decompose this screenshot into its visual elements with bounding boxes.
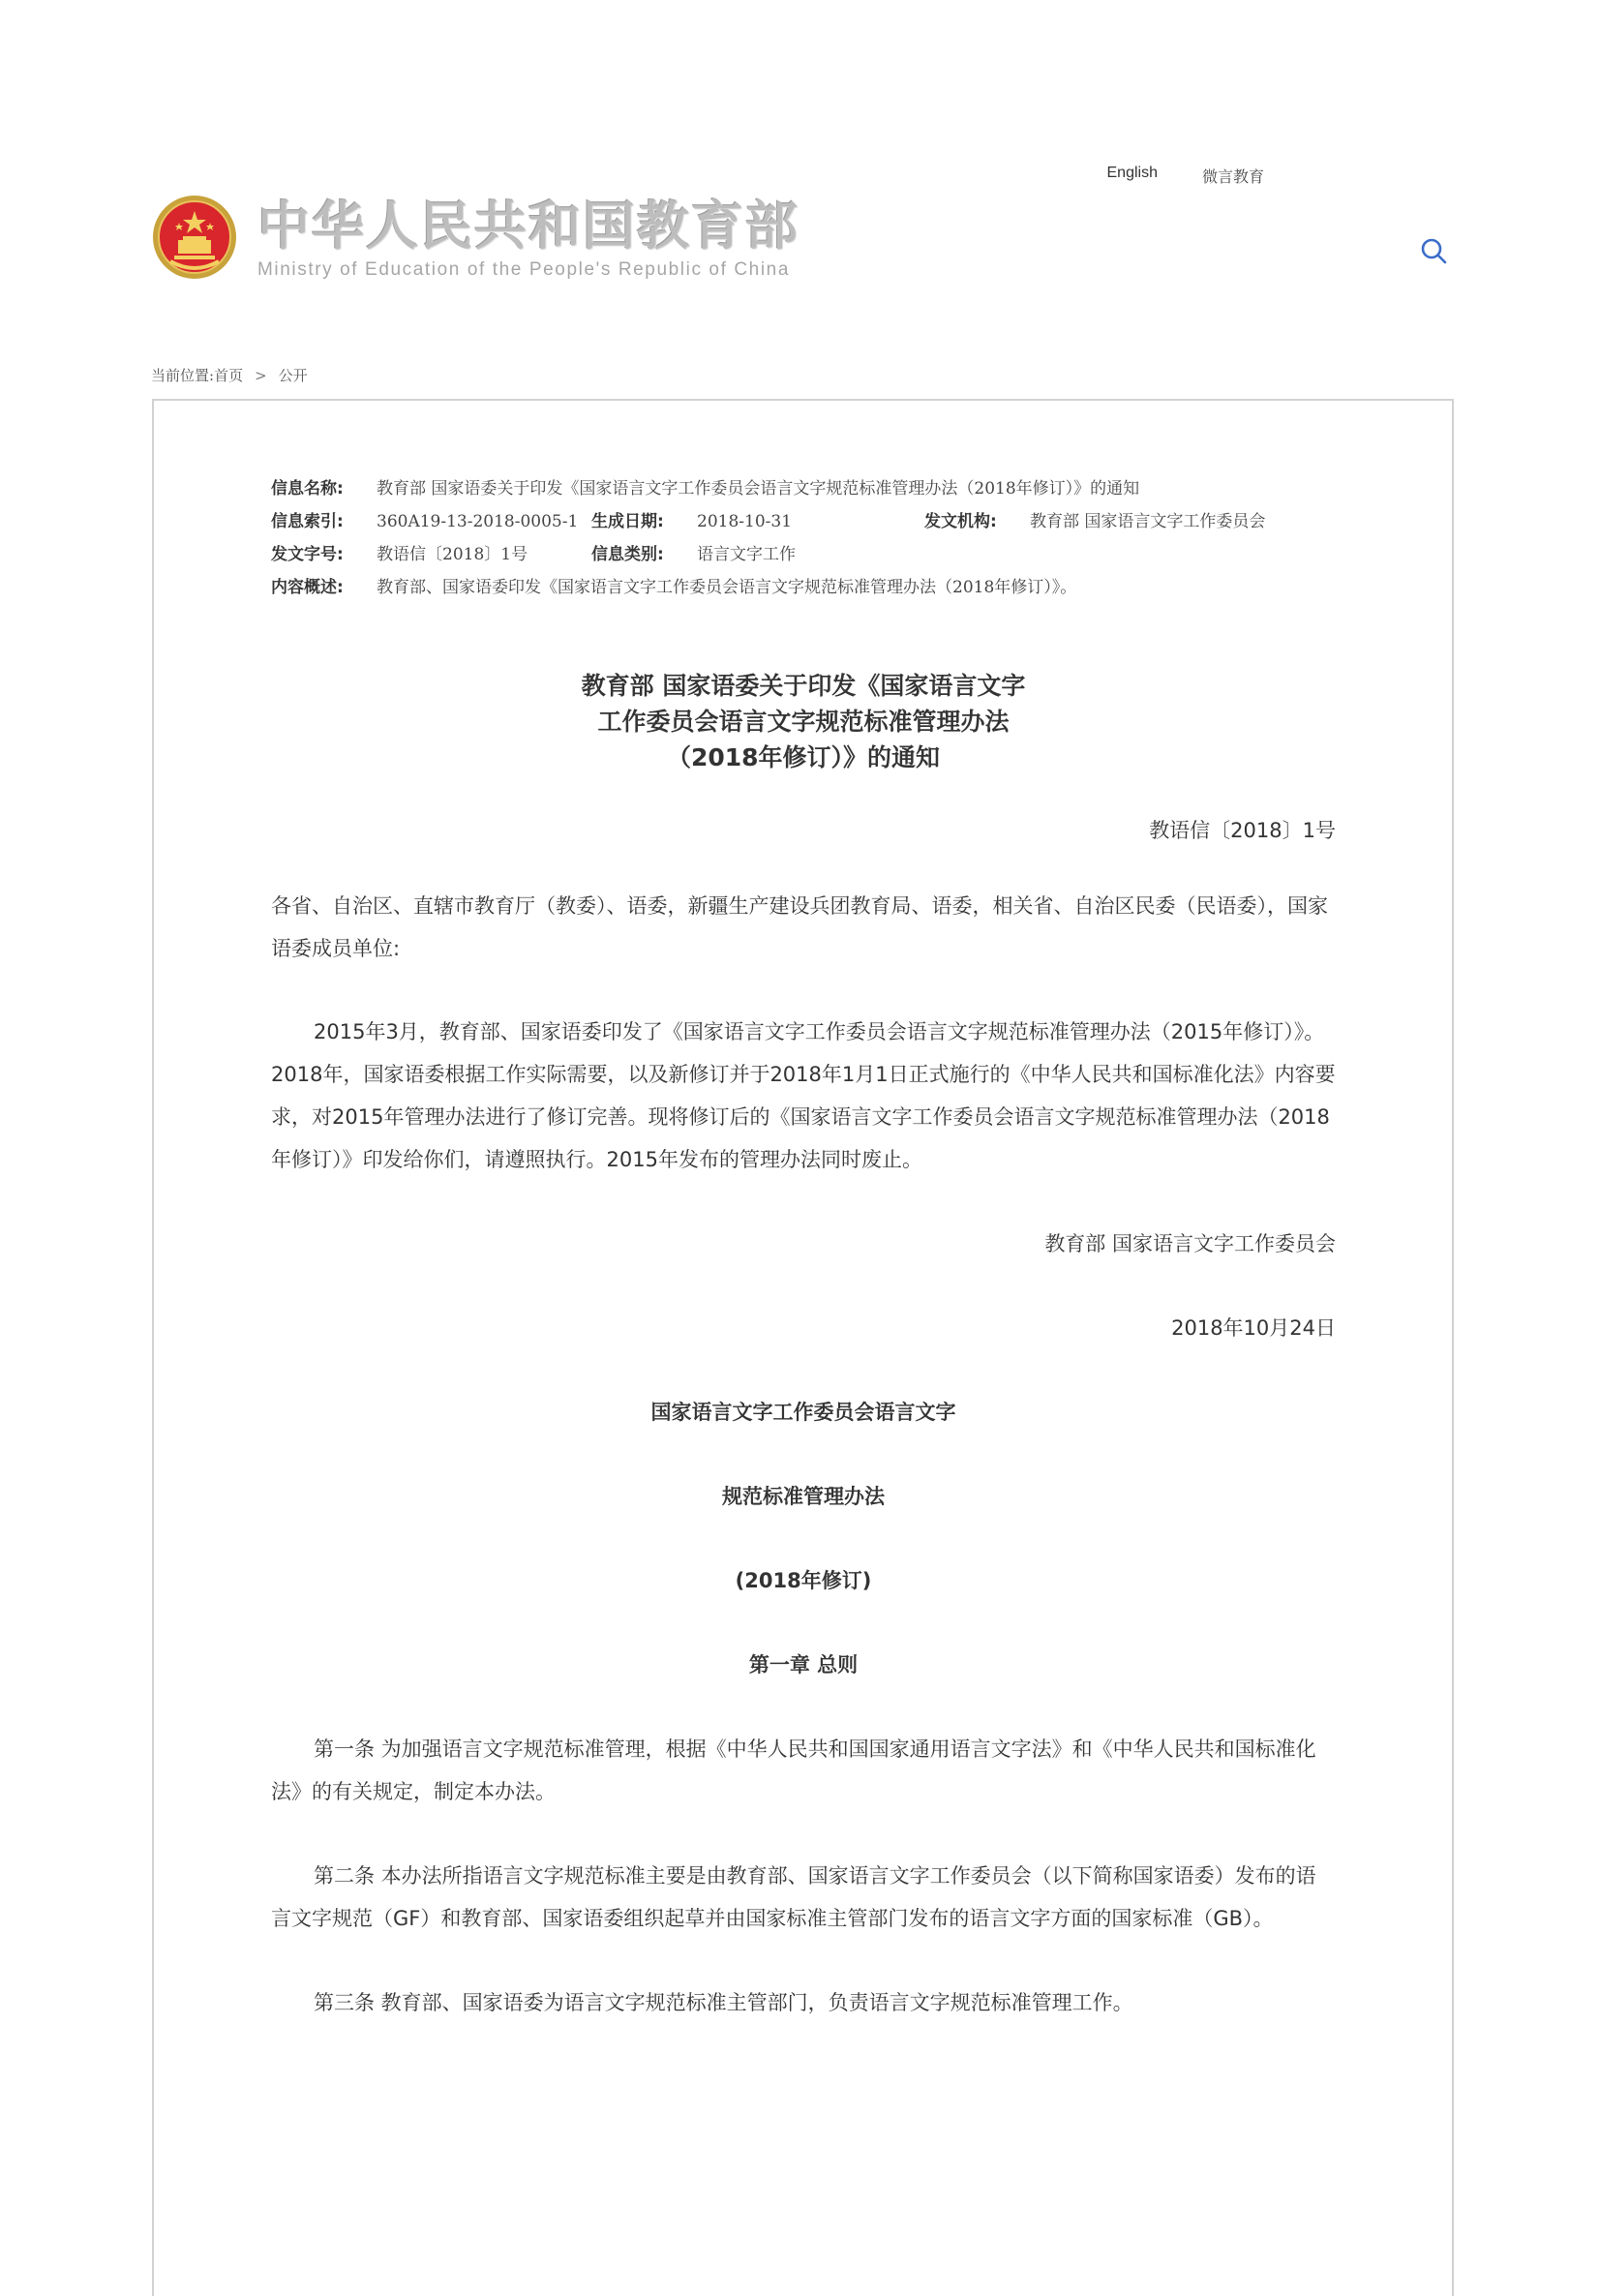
national-emblem-icon <box>151 194 238 281</box>
meta-value: 教育部 国家语言文字工作委员会 <box>1030 512 1266 531</box>
meta-label: 生成日期: <box>591 512 664 531</box>
meta-value: 教育部、国家语委印发《国家语言文字工作委员会语言文字规范标准管理办法（2018年修订）》。 <box>377 578 1077 597</box>
regulation-title: 规范标准管理办法 <box>722 1485 885 1508</box>
signature: 教育部 国家语言文字工作委员会 <box>1044 1232 1336 1255</box>
article-clause: 第三条 教育部、国家语委为语言文字规范标准主管部门，负责语言文字规范标准管理工作。 <box>314 1991 1133 2014</box>
top-nav <box>1107 165 1265 187</box>
logo-title-en: Ministry of Education of the People's Republic of China <box>257 259 790 280</box>
article-title-line: 工作委员会语言文字规范标准管理办法 <box>597 708 1010 736</box>
meta-label: 内容概述: <box>271 578 344 597</box>
regulation-title: 国家语言文字工作委员会语言文字 <box>650 1401 956 1424</box>
meta-label: 信息名称: <box>271 479 344 498</box>
article-title <box>271 668 1336 775</box>
site-logo[interactable] <box>151 194 800 281</box>
meta-value: 语言文字工作 <box>697 545 796 564</box>
meta-value: 教育部 国家语委关于印发《国家语言文字工作委员会语言文字规范标准管理办法（2018年修订）》的通知 <box>377 479 1140 498</box>
breadcrumb-home[interactable]: 首页 <box>214 367 244 384</box>
logo-title-cn: 中华人民共和国教育部 <box>257 196 800 257</box>
nav-link-weiyan[interactable]: 微言教育 <box>1201 167 1264 186</box>
breadcrumb-prefix: 当前位置: <box>151 367 215 384</box>
meta-label: 信息类别: <box>591 545 664 564</box>
breadcrumb-separator: > <box>255 367 267 384</box>
nav-link-english[interactable]: English <box>1106 165 1158 181</box>
meta-value: 教语信〔2018〕1号 <box>377 545 528 564</box>
issue-date: 2018年10月24日 <box>1171 1316 1336 1340</box>
document-number: 教语信〔2018〕1号 <box>1149 819 1336 842</box>
meta-row-summary <box>271 571 1139 604</box>
meta-label: 发文字号: <box>271 545 344 564</box>
breadcrumb <box>151 365 308 385</box>
breadcrumb-current[interactable]: 公开 <box>278 367 308 384</box>
addressee-paragraph: 各省、自治区、直辖市教育厅（教委）、语委，新疆生产建设兵团教育局、语委，相关省、自治区民委（民语委），国家语委成员单位: <box>271 894 1328 960</box>
regulation-revision: (2018年修订) <box>735 1569 872 1592</box>
article-clause: 第二条 本办法所指语言文字规范标准主要是由教育部、国家语言文字工作委员会（以下简称国家语委）发布的语言文字规范（GF）和教育部、国家语委组织起草并由国家标准主管部门发布的语言文字方面的国家标准（GB）。 <box>271 1864 1316 1930</box>
meta-row-name <box>271 472 1139 505</box>
info-meta-table <box>271 472 1266 604</box>
article-body <box>271 668 1336 2024</box>
meta-row-docno <box>271 538 1139 571</box>
article-clause: 第一条 为加强语言文字规范标准管理，根据《中华人民共和国国家通用语言文字法》和《中华人民共和国标准化法》的有关规定，制定本办法。 <box>271 1737 1316 1803</box>
meta-label: 发文机构: <box>924 512 997 531</box>
meta-label: 信息索引: <box>271 512 344 531</box>
article-title-line: 教育部 国家语委关于印发《国家语言文字 <box>581 672 1026 700</box>
article-title-line: （2018年修订）》的通知 <box>666 743 941 771</box>
body-paragraph: 2015年3月，教育部、国家语委印发了《国家语言文字工作委员会语言文字规范标准管理办法（2015年修订）》。2018年，国家语委根据工作实际需要，以及新修订并于2018年1月1日正式施行的《中华人民共和国标准化法》内容要求，对2015年管理办法进行了修订完善。现将修订后的《国家语言文字工作委员会语言文字规范标准管理办法（2018年修订）》印发给你们，请遵照执行。2015年发布的管理办法同时废止。 <box>271 1020 1336 1171</box>
meta-row-index <box>271 505 1266 538</box>
meta-value: 360A19-13-2018-0005-1 <box>377 512 579 531</box>
chapter-heading: 第一章 总则 <box>748 1653 859 1677</box>
search-icon[interactable] <box>1419 236 1448 265</box>
meta-value: 2018-10-31 <box>697 512 793 531</box>
